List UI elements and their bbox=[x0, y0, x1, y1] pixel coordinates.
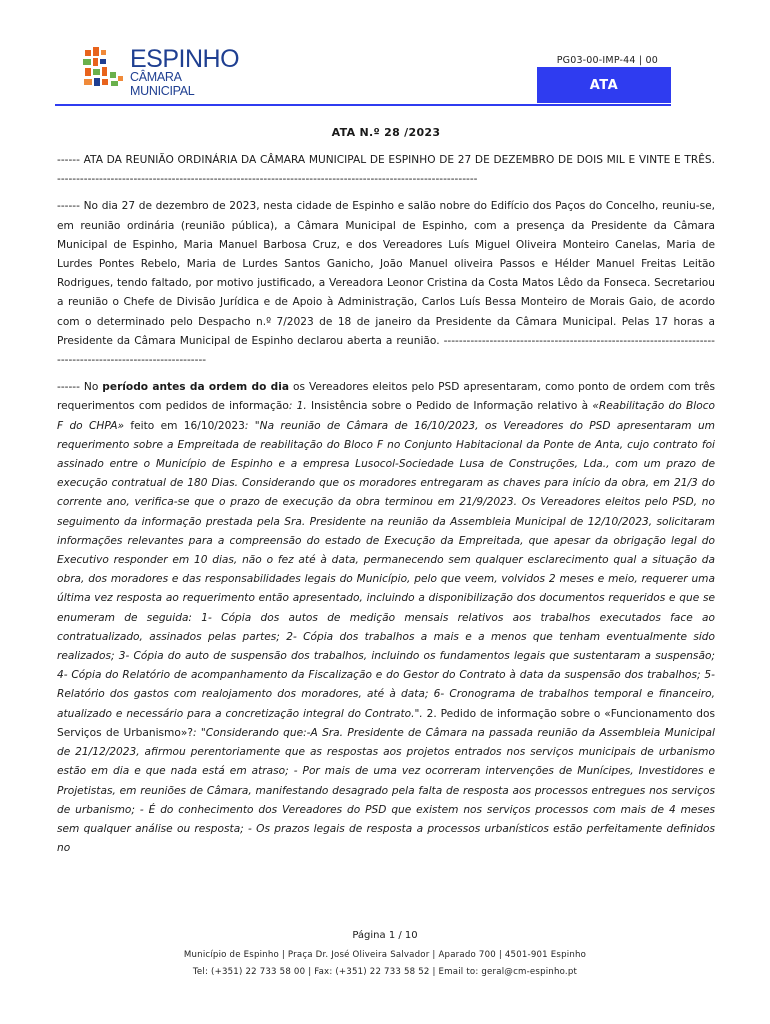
logo-mark-icon bbox=[82, 46, 126, 90]
italic-quote: : "Na reunião de Câmara de 16/10/2023, os Vereadores do PSD apresentaram um requerimento sobre a Empreitada de reabilitação do Bloco F no Conjunto Habitacional da Ponte de Anta, cujo contrato foi assinado entre o Município de Espinho e a empresa Lusocol-Sociedade Lusa de Construções, Lda., com um prazo de execução contratual de 180 Dias. Considerando que os moradores entregaram as chaves para início da obra, em 21/3 do corrente ano, verifica-se que o prazo de execução da obra terminou em 21/9/2023. Os Vereadores eleitos pelo PSD, no seguimento da informação prestada pela Sra. Presidente na reunião da Assembleia Municipal de 12/10/2023, solicitaram informações relevantes para a compreensão do estado de Execução da Empreitada, que apesar da obrigação legal do Executivo responder em 10 dias, não o fez até à data, permanecendo sem qualquer esclarecimento qual a situação da obra, dos moradores e das responsabilidades legais do Município, pelo que veem, volvidos 2 meses e meio, requerer uma última vez resposta ao requerimento então apresentado, incluindo a disponibilização dos documentos requeridos e que se enumeram de seguida: 1- Cópia dos autos de medição mensais relativos aos trabalhos executados face ao contratualizado, assinados pelas partes; 2- Cópia dos trabalhos a mais e a menos que tenham eventualmente sido realizados; 3- Cópia do auto de suspensão dos trabalhos, incluindo os fundamentos legais que sustentaram a suspensão; 4- Cópia do Relatório de acompanhamento da Fiscalização e do Gestor do Contrato à data da suspensão dos trabalhos; 5- Relatório dos gastos com realojamento dos moradores, até à data; 6- Cronograma de trabalhos temporal e financeiro, atualizado e necessário para a concretização integral do Contrato.". bbox=[57, 419, 715, 720]
espinho-logo bbox=[82, 45, 242, 98]
page-header bbox=[0, 0, 770, 110]
text-segment: 2. Pedido de informação sobre o «Funcionamento dos Serviços de Urbanismo»? bbox=[57, 707, 715, 739]
text-segment: : 1. bbox=[288, 400, 312, 413]
paragraph-attendance: ------ No dia 27 de dezembro de 2023, nesta cidade de Espinho e salão nobre do Edifício dos Paços do Concelho, reuniu-se, em reunião ordinária (reunião pública), a Câmara Municipal de Espinho, com a presença da Presidente da Câmara Municipal de Espinho, Maria Manuel Barbosa Cruz, e dos Vereadores Luís Miguel Oliveira Monteiro Canelas, Maria de Lurdes Pontes Rebelo, Maria de Lurdes Santos Ganicho, João Manuel oliveira Passos e Hélder Manuel Freitas Leitão Rodrigues, tendo faltado, por motivo justificado, a Vereadora Leonor Cristina da Costa Matos Lêdo da Fonseca. Secretariou a reunião o Chefe de Divisão Jurídica e de Apoio à Administração, Carlos Luís Bessa Monteiro de Morais Gaio, de acordo com o determinado pelo Despacho n.º 7/2023 de 18 de janeiro da Presidente da Câmara Municipal. Pelas 17 horas a Presidente da Câmara Municipal de Espinho declarou aberta a reunião. -------------------------------------------------------------------------------------------------------------- bbox=[57, 200, 715, 367]
document-title: ATA N.º 28 /2023 bbox=[331, 126, 441, 139]
text-segment: ------ No bbox=[57, 381, 103, 394]
paragraph-heading: ------ ATA DA REUNIÃO ORDINÁRIA DA CÂMARA MUNICIPAL DE ESPINHO DE 27 DE DEZEMBRO DE DOIS MIL E VINTE E TRÊS. -------------------------------------------------------------------------------------------------------------- bbox=[57, 154, 715, 186]
bold-term: período antes da ordem do dia bbox=[102, 381, 290, 394]
text-segment: os Vereadores eleitos pelo PSD apresentaram, como ponto de ordem com três requerimentos com pedidos de informação bbox=[57, 381, 716, 413]
footer-address: Município de Espinho | Praça Dr. José Oliveira Salvador | Aparado 700 | 4501-901 Espinho bbox=[183, 950, 587, 960]
document-code: PG03-00-IMP-44 | 00 bbox=[556, 55, 658, 66]
page-footer bbox=[0, 930, 770, 981]
header-divider bbox=[55, 104, 671, 106]
document-body bbox=[57, 126, 715, 866]
page-number: Página 1 / 10 bbox=[352, 930, 418, 941]
paragraph-before-agenda bbox=[57, 378, 715, 858]
italic-quote: : "Considerando que:-A Sra. Presidente de Câmara na passada reunião da Assembleia Municipal de 21/12/2023, afirmou perentoriamente que as respostas aos projetos entrados nos serviços municipais de urbanismo estão em dia e que nada está em atraso; - Por mais de uma vez ocorreram intervenções de Munícipes, Investidores e Projetistas, em reuniões de Câmara, manifestando desagrado pela falta de resposta aos processos entregues nos serviços de urbanismo; - É do conhecimento dos Vereadores do PSD que existem nos serviços processos com mais de 4 meses sem qualquer análise ou resposta; - Os prazos legais de resposta a processos urbanísticos estão perfeitamente definidos no bbox=[57, 726, 715, 855]
brand-name: ESPINHO bbox=[130, 45, 240, 73]
italic-quote: «Reabilitação do Bloco F do CHPA» bbox=[57, 400, 715, 432]
brand-subtitle: CÂMARA MUNICIPAL bbox=[130, 70, 195, 98]
text-segment: Insistência sobre o Pedido de Informação relativo à bbox=[311, 400, 593, 413]
footer-contacts: Tel: (+351) 22 733 58 00 | Fax: (+351) 22 733 58 52 | Email to: geral@cm-espinho.pt bbox=[192, 967, 578, 977]
text-segment: feito em 16/10/2023 bbox=[124, 419, 245, 432]
document-type-badge: ATA bbox=[537, 67, 671, 103]
